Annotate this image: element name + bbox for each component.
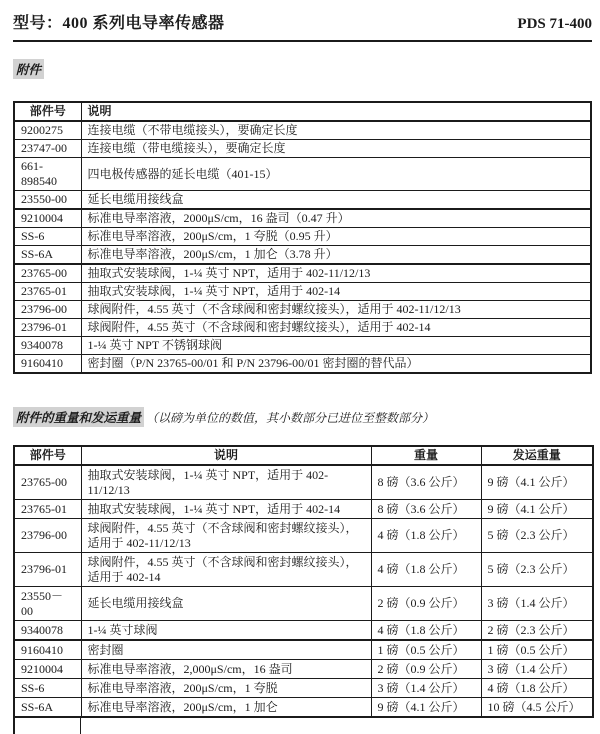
table-row: [14, 158, 591, 191]
description-cell: 抽取式安装球阀，1-¼ 英寸 NPT，适用于 402-11/12/13: [81, 465, 371, 500]
part-number-cell: 661-898540: [14, 158, 81, 191]
shipping-weight-column-header: 发运重量: [481, 446, 593, 465]
part-number-cell: 23765-01: [14, 283, 81, 301]
part-number-cell: 9340078: [14, 621, 81, 641]
table-column-divider-stub: [80, 718, 81, 734]
description-cell: 标准电导率溶液，200μS/cm，1 加仑: [81, 698, 371, 718]
description-cell: 密封圈: [81, 640, 371, 660]
accessories-section-title: 附件: [13, 59, 44, 79]
table-row: [14, 500, 593, 519]
description-cell: 抽取式安装球阀，1-¼ 英寸 NPT，适用于 402-14: [81, 283, 591, 301]
accessories-section-heading: [13, 59, 592, 79]
description-cell: 球阀附件，4.55 英寸（不含球阀和密封螺纹接头），适用于 402-11/12/13: [81, 301, 591, 319]
description-cell: 标准电导率溶液，2,000μS/cm，16 盎司: [81, 660, 371, 679]
description-cell: 密封圈（P/N 23765-00/01 和 P/N 23796-00/01 密封圈的替代品）: [81, 355, 591, 374]
description-column-header: 说明: [81, 446, 371, 465]
page-title: 型号：400 系列电导率传感器: [13, 15, 225, 32]
weight-cell: 4 磅（1.8 公斤）: [371, 553, 481, 587]
description-cell: 球阀附件，4.55 英寸（不含球阀和密封螺纹接头），适用于 402-14: [81, 319, 591, 337]
table-row: [14, 337, 591, 355]
part-number-cell: 23765-00: [14, 264, 81, 283]
weight-cell: 8 磅（3.6 公斤）: [371, 500, 481, 519]
table-row: [14, 355, 591, 374]
table-row: [14, 465, 593, 500]
table-row: [14, 660, 593, 679]
part-number-cell: 23550－00: [14, 587, 81, 621]
weights-section-title: 附件的重量和发运重量: [13, 407, 144, 427]
description-cell: 四电极传感器的延长电缆（401-15）: [81, 158, 591, 191]
weight-cell: 9 磅（4.1 公斤）: [371, 698, 481, 718]
part-number-cell: 9200275: [14, 121, 81, 140]
description-cell: 球阀附件，4.55 英寸（不含球阀和密封螺纹接头），适用于 402-14: [81, 553, 371, 587]
part-number-cell: 23550-00: [14, 191, 81, 210]
table-row: [14, 209, 591, 228]
table-row: [14, 679, 593, 698]
weights-table: [13, 445, 594, 718]
shipping-weight-cell: 9 磅（4.1 公斤）: [481, 500, 593, 519]
table-row: [14, 246, 591, 265]
cropped-table-continuation: [13, 718, 592, 734]
part-number-cell: 9210004: [14, 660, 81, 679]
weights-table-header-row: [14, 446, 593, 465]
table-row: [14, 553, 593, 587]
description-cell: 标准电导率溶液，200μS/cm，1 夸脱（0.95 升）: [81, 228, 591, 246]
part-number-column-header: 部件号: [14, 446, 81, 465]
table-row: [14, 319, 591, 337]
weight-cell: 3 磅（1.4 公斤）: [371, 679, 481, 698]
accessories-table-header-row: [14, 102, 591, 121]
weight-cell: 2 磅（0.9 公斤）: [371, 660, 481, 679]
shipping-weight-cell: 5 磅（2.3 公斤）: [481, 519, 593, 553]
shipping-weight-cell: 10 磅（4.5 公斤）: [481, 698, 593, 718]
part-number-cell: 23796-01: [14, 319, 81, 337]
description-cell: 连接电缆（不带电缆接头），要确定长度: [81, 121, 591, 140]
description-cell: 标准电导率溶液，200μS/cm，1 加仑（3.78 升）: [81, 246, 591, 265]
shipping-weight-cell: 3 磅（1.4 公斤）: [481, 660, 593, 679]
table-row: [14, 640, 593, 660]
description-column-header: 说明: [81, 102, 591, 121]
description-cell: 连接电缆（带电缆接头），要确定长度: [81, 140, 591, 158]
table-row: [14, 191, 591, 210]
weight-cell: 4 磅（1.8 公斤）: [371, 621, 481, 641]
shipping-weight-cell: 4 磅（1.8 公斤）: [481, 679, 593, 698]
part-number-cell: 9340078: [14, 337, 81, 355]
accessories-table: [13, 101, 592, 374]
shipping-weight-cell: 1 磅（0.5 公斤）: [481, 640, 593, 660]
shipping-weight-cell: 5 磅（2.3 公斤）: [481, 553, 593, 587]
description-cell: 标准电导率溶液，200μS/cm，1 夸脱: [81, 679, 371, 698]
shipping-weight-cell: 3 磅（1.4 公斤）: [481, 587, 593, 621]
part-number-cell: 23796-00: [14, 519, 81, 553]
shipping-weight-cell: 9 磅（4.1 公斤）: [481, 465, 593, 500]
part-number-cell: 23796-00: [14, 301, 81, 319]
table-left-border-stub: [13, 718, 15, 734]
table-row: [14, 698, 593, 718]
weight-column-header: 重量: [371, 446, 481, 465]
document-header: [13, 0, 592, 42]
table-row: [14, 264, 591, 283]
description-cell: 抽取式安装球阀，1-¼ 英寸 NPT，适用于 402-11/12/13: [81, 264, 591, 283]
part-number-cell: 23765-00: [14, 465, 81, 500]
part-number-cell: SS-6A: [14, 246, 81, 265]
part-number-cell: SS-6: [14, 679, 81, 698]
part-number-cell: 9210004: [14, 209, 81, 228]
part-number-cell: 23765-01: [14, 500, 81, 519]
weights-section-note: （以磅为单位的数值，其小数部分已进位至整数部分）: [146, 411, 435, 425]
part-number-column-header: 部件号: [14, 102, 81, 121]
part-number-cell: 9160410: [14, 355, 81, 374]
weights-section-heading: [13, 407, 592, 427]
part-number-cell: SS-6A: [14, 698, 81, 718]
table-row: [14, 301, 591, 319]
table-row: [14, 621, 593, 641]
description-cell: 标准电导率溶液，2000μS/cm，16 盎司（0.47 升）: [81, 209, 591, 228]
description-cell: 延长电缆用接线盒: [81, 191, 591, 210]
shipping-weight-cell: 2 磅（2.3 公斤）: [481, 621, 593, 641]
description-cell: 抽取式安装球阀，1-¼ 英寸 NPT，适用于 402-14: [81, 500, 371, 519]
part-number-cell: SS-6: [14, 228, 81, 246]
table-row: [14, 140, 591, 158]
document-number: PDS 71-400: [517, 16, 592, 32]
description-cell: 1-¼ 英寸球阀: [81, 621, 371, 641]
part-number-cell: 9160410: [14, 640, 81, 660]
description-cell: 球阀附件，4.55 英寸（不含球阀和密封螺纹接头），适用于 402-11/12/13: [81, 519, 371, 553]
description-cell: 1-¼ 英寸 NPT 不锈钢球阀: [81, 337, 591, 355]
table-row: [14, 587, 593, 621]
table-row: [14, 228, 591, 246]
part-number-cell: 23796-01: [14, 553, 81, 587]
part-number-cell: 23747-00: [14, 140, 81, 158]
description-cell: 延长电缆用接线盒: [81, 587, 371, 621]
table-row: [14, 283, 591, 301]
table-row: [14, 519, 593, 553]
table-row: [14, 121, 591, 140]
weight-cell: 4 磅（1.8 公斤）: [371, 519, 481, 553]
weight-cell: 1 磅（0.5 公斤）: [371, 640, 481, 660]
weight-cell: 8 磅（3.6 公斤）: [371, 465, 481, 500]
weight-cell: 2 磅（0.9 公斤）: [371, 587, 481, 621]
